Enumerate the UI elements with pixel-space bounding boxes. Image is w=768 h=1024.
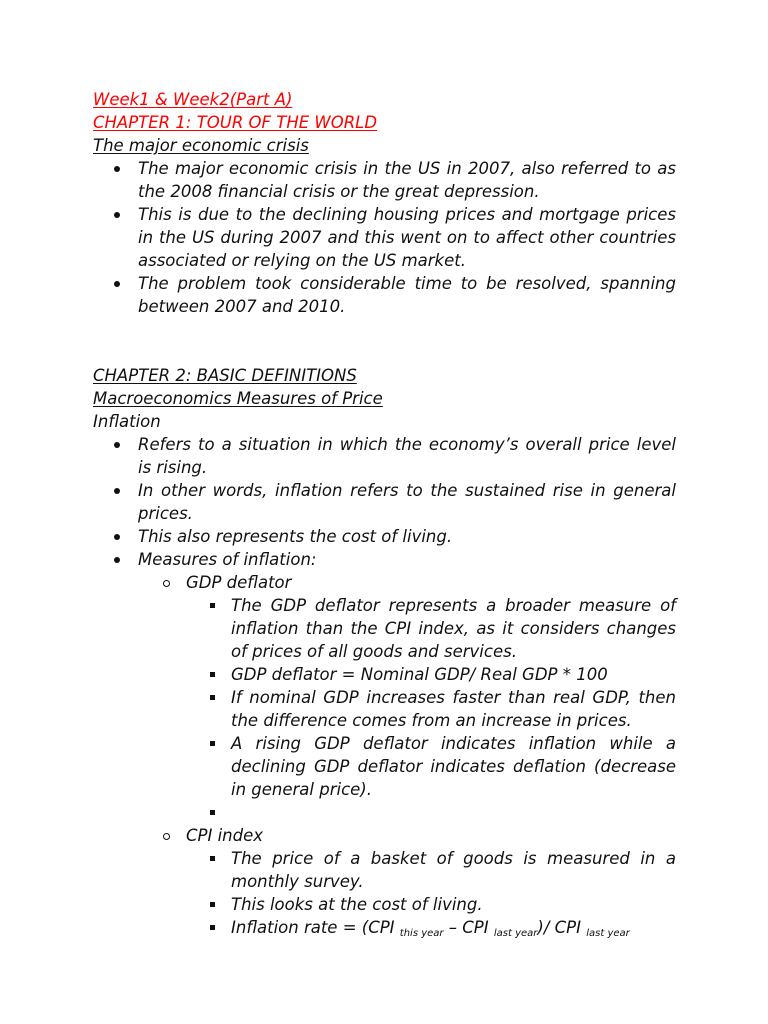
empty-list-item [93, 801, 676, 824]
crisis-list [93, 157, 676, 318]
square-bullet-icon [210, 925, 215, 930]
list-item-gdp-deflator: GDP deflator The GDP deflator represents a broader measure of inflation than the CPI index, as it considers changes of prices of all goods and services. GDP deflator = Nominal GDP/ Real GDP * 100 If nominal GDP increases faster than real GDP, then the difference comes from an increase in prices. A rising GDP deflator indicates inflation while a declining GDP deflator indicates deflation (decrease in general price). [93, 571, 676, 824]
bullet-icon [114, 557, 120, 563]
list-item: This is due to the declining housing prices and mortgage prices in the US during 2007 and this went on to affect other countries associated or relying on the US market. [93, 203, 676, 272]
bullet-icon [114, 534, 120, 540]
list-item: If nominal GDP increases faster than real GDP, then the difference comes from an increase in prices. [93, 686, 676, 732]
chapter1-heading: CHAPTER 1: TOUR OF THE WORLD [93, 113, 378, 132]
bullet-icon [114, 281, 120, 287]
list-item: Measures of inflation: [93, 548, 676, 571]
list-item: This looks at the cost of living. [93, 893, 676, 916]
inflation-list [93, 433, 676, 571]
bullet-icon [114, 488, 120, 494]
cpi-index-points [93, 847, 676, 939]
list-item: The GDP deflator represents a broader measure of inflation than the CPI index, as it considers changes of prices of all goods and services. [93, 594, 676, 663]
week-heading: Week1 & Week2(Part A) [93, 90, 293, 109]
square-bullet-icon [210, 810, 215, 815]
list-item: The problem took considerable time to be resolved, spanning between 2007 and 2010. [93, 272, 676, 318]
chapter2-heading: CHAPTER 2: BASIC DEFINITIONS [93, 366, 357, 385]
inflation-rate-formula: Inflation rate = (CPI $_{this year}$ – CPI $_{last year}$)/ CPI $_{last year}$ [93, 916, 676, 939]
square-bullet-icon [210, 856, 215, 861]
list-item: A rising GDP deflator indicates inflation while a declining GDP deflator indicates deflation (decrease in general price). [93, 732, 676, 801]
bullet-icon [114, 442, 120, 448]
gdp-deflator-points [93, 594, 676, 824]
square-bullet-icon [210, 672, 215, 677]
square-bullet-icon [210, 902, 215, 907]
measures-list [93, 571, 676, 939]
list-item: The major economic crisis in the US in 2007, also referred to as the 2008 financial crisis or the great depression. [93, 157, 676, 203]
bullet-icon [114, 166, 120, 172]
topic-heading-inflation: Inflation [93, 412, 161, 431]
document-page [93, 88, 676, 939]
circle-bullet-icon [163, 833, 170, 840]
section-heading-measures: Macroeconomics Measures of Price [93, 389, 383, 408]
list-item: This also represents the cost of living. [93, 525, 676, 548]
list-item: The price of a basket of goods is measured in a monthly survey. [93, 847, 676, 893]
square-bullet-icon [210, 741, 215, 746]
bullet-icon [114, 212, 120, 218]
square-bullet-icon [210, 603, 215, 608]
list-item: Refers to a situation in which the economy’s overall price level is rising. [93, 433, 676, 479]
list-item-cpi-index: CPI index The price of a basket of goods is measured in a monthly survey. This looks at the cost of living. Inflation rate = (CPI $_{this year}$ – CPI $_{last year}$)/ CPI $_{last year}$ [93, 824, 676, 939]
circle-bullet-icon [163, 580, 170, 587]
section-heading-crisis: The major economic crisis [93, 136, 309, 155]
list-item: GDP deflator = Nominal GDP/ Real GDP * 100 [93, 663, 676, 686]
square-bullet-icon [210, 695, 215, 700]
list-item: In other words, inflation refers to the sustained rise in general prices. [93, 479, 676, 525]
